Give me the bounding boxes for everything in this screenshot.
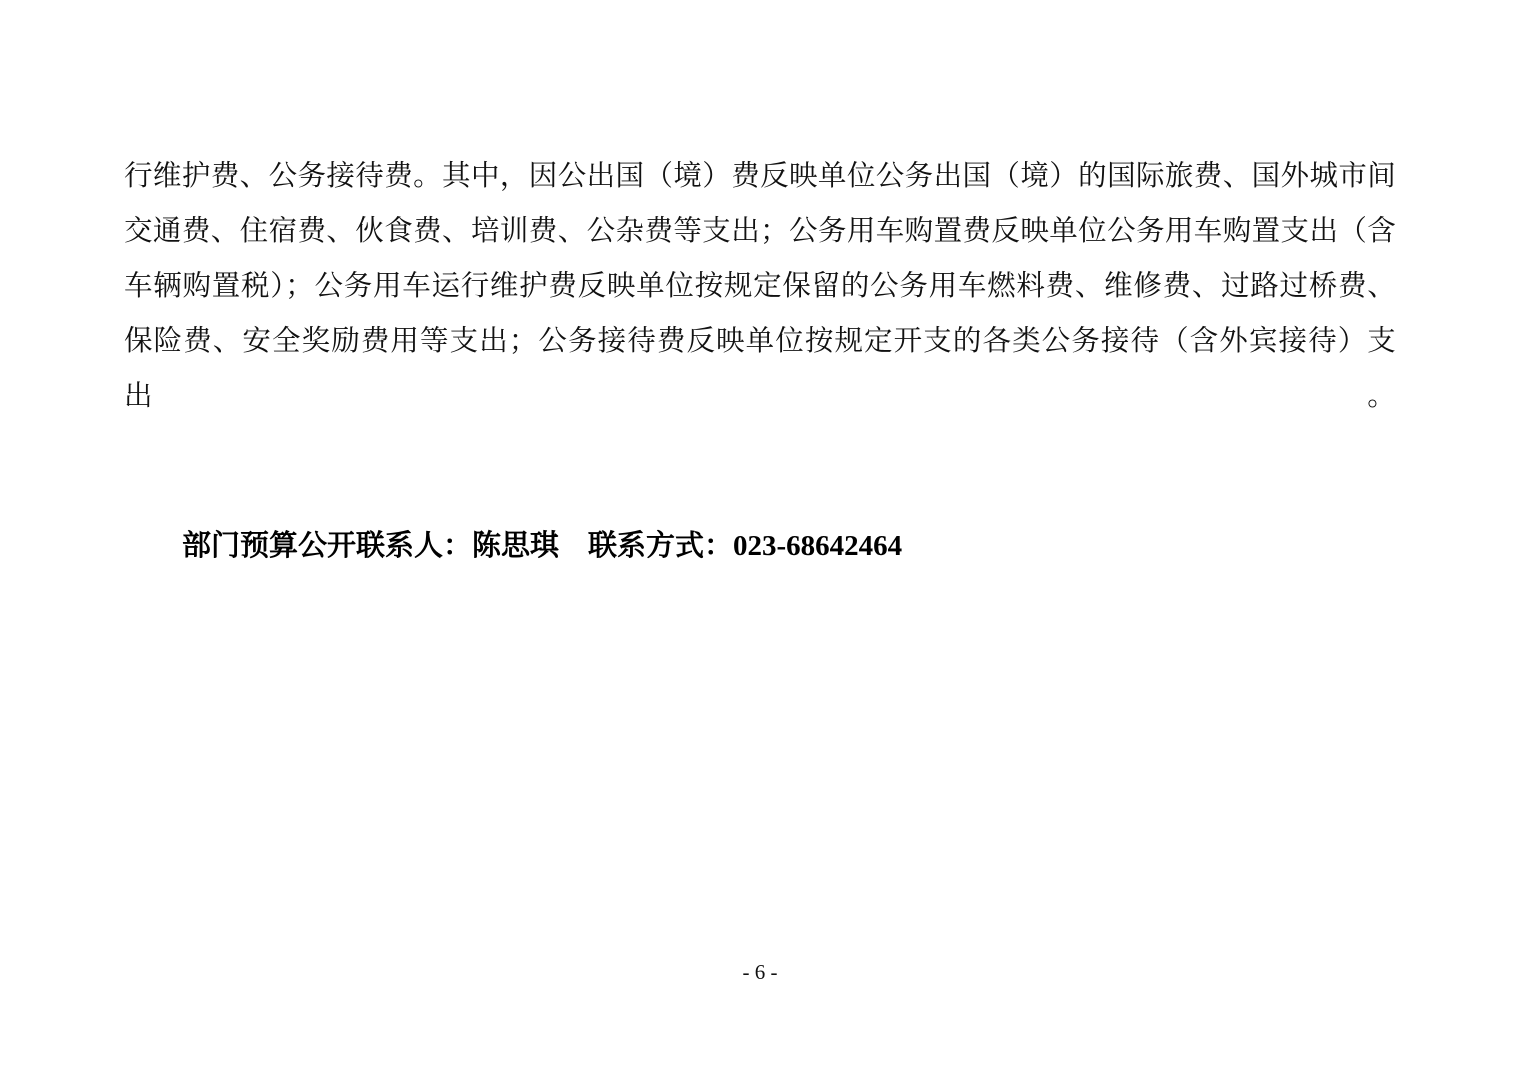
body-text-block	[124, 120, 1396, 452]
page-number: - 6 -	[742, 960, 778, 984]
budget-contact-line: 部门预算公开联系人：陈思琪 联系方式：023-68642464	[182, 530, 903, 562]
body-paragraph: 行维护费、公务接待费。其中，因公出国（境）费反映单位公务出国（境）的国际旅费、国外城市间交通费、住宿费、伙食费、培训费、公杂费等支出；公务用车购置费反映单位公务用车购置支出（含车辆购置税）；公务用车运行维护费反映单位按规定保留的公务用车燃料费、维修费、过路过桥费、保险费、安全奖励费用等支出；公务接待费反映单位按规定开支的各类公务接待（含外宾接待）支出。	[124, 160, 1396, 412]
